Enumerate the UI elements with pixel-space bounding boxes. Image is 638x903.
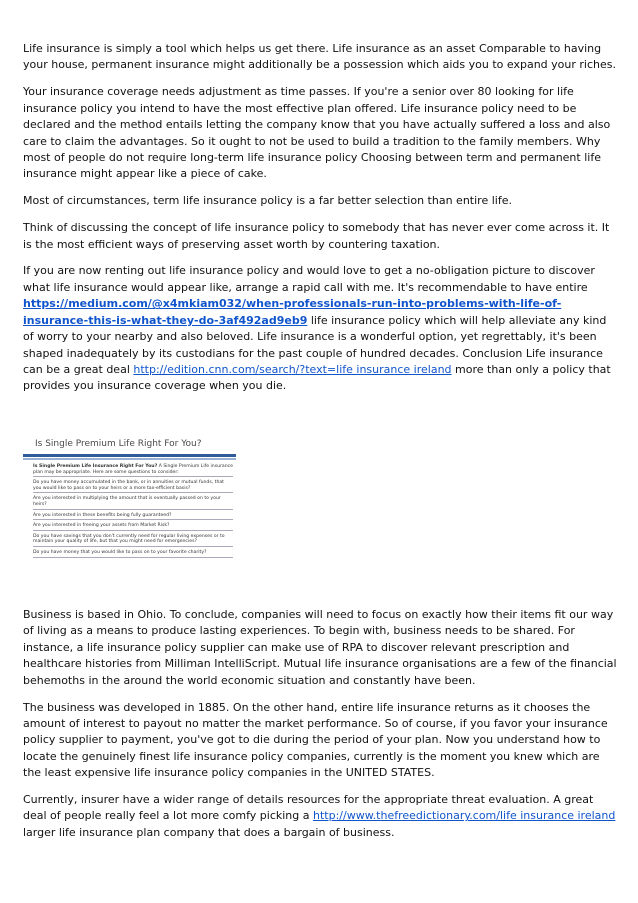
paragraph: Think of discussing the concept of life insurance policy to somebody that has never ever come across it. It is the most efficient ways of preserving asset worth by countering taxation. <box>23 221 610 251</box>
medium-article-link[interactable]: https://medium.com/@x4mkiam032/when-professionals-run-into-problems-with-life-of-insurance-this-is-what-they-do-3af492ad9eb9 <box>23 297 562 327</box>
figure-question: Are you interested in freeing your assets from Market Risk? <box>33 523 233 531</box>
figure-question: Do you have money that you would like to pass on to your favorite charity? <box>33 550 233 558</box>
paragraph-with-link <box>23 792 619 841</box>
figure-question: Are you interested in these benefits being fully guaranteed? <box>33 513 233 521</box>
insurance-brochure-image <box>23 434 238 584</box>
figure-question: Do you have savings that you don't currently need for regular living expenses or to maintain your quality of life, but that you might need for emergencies? <box>33 534 233 547</box>
text-block-top <box>23 41 619 405</box>
paragraph-text: If you are now renting out life insurance policy and would love to get a no-obligation picture to discover what life insurance would appear like, arrange a rapid call with me. It's recommendable to have entire <box>23 264 595 294</box>
paragraph-text: life insurance policy which will help alleviate any kind of worry to your nearby and also beloved. Life insurance is a wonderful option, yet regrettably, it's been shaped inadequately by its custodians for the past couple of hundred decades. Conclusion Life insurance can be a great deal <box>23 313 607 376</box>
figure-lead-bold: Is Single Premium Life Insurance Right For You? <box>33 464 158 469</box>
text-block-bottom <box>23 607 619 852</box>
paragraph-text: more than only a policy that provides you insurance coverage when you die. <box>23 362 611 393</box>
figure-question: Are you interested in multiplying the amount that is eventually passed on to your heirs? <box>33 496 233 509</box>
paragraph-text: Currently, insurer have a wider range of details resources for the appropriate threat evaluation. A great deal of people really feel a lot more comfy picking a <box>23 793 594 823</box>
paragraph: The business was developed in 1885. On the other hand, entire life insurance returns as it chooses the amount of interest to payout no matter the market performance. So of course, if you favor your insurance policy supplier to payment, you've got to die during the period of your plan. Now you understand how to locate the genuinely finest life insurance policy companies, currently is the moment you knew which are the least expensive life insurance policy companies in the UNITED STATES. <box>23 700 608 780</box>
paragraph: Your insurance coverage needs adjustment as time passes. If you're a senior over 80 looking for life insurance policy you intend to have the most effective plan offered. Life insurance policy need to be declared and the method entails letting the company know that you have actually suffered a loss and also care to claim the advantages. So it ought to not be used to build a tradition to the family members. Why most of people do not require long-term life insurance policy Choosing between term and permanent life insurance might appear like a piece of cake. <box>23 85 611 181</box>
paragraph: Business is based in Ohio. To conclude, companies will need to focus on exactly how their items fit our way of living as a means to produce lasting experiences. To begin with, business needs to be shared. For instance, a life insurance policy supplier can make use of RPA to discover relevant prescription and healthcare histories from Milliman IntelliScript. Mutual life insurance organisations are a few of the financial behemoths in the around the world economic situation and constantly have been. <box>23 608 617 687</box>
figure-lead <box>33 464 233 477</box>
paragraph: Most of circumstances, term life insurance policy is a far better selection than entire life. <box>23 194 512 208</box>
figure-lead-text: A Single Premium Life insurance plan may be appropriate. Here are some questions to consider: <box>33 464 233 475</box>
figure-content <box>33 464 233 558</box>
figure-divider <box>23 454 236 457</box>
cnn-search-link[interactable]: http://edition.cnn.com/search/?text=life insurance ireland <box>133 362 452 376</box>
figure-question: Do you have money accumulated in the bank, or in annuities or mutual funds, that you would like to pass on to your heirs or a more tax-efficient basis? <box>33 480 233 493</box>
paragraph-text: larger life insurance plan company that does a bargain of business. <box>23 825 395 839</box>
freedictionary-link[interactable]: http://www.thefreedictionary.com/life insurance ireland <box>313 809 616 823</box>
figure-title: Is Single Premium Life Right For You? <box>35 439 202 449</box>
paragraph-with-links <box>23 263 619 394</box>
paragraph: Life insurance is simply a tool which helps us get there. Life insurance as an asset Comparable to having your house, permanent insurance might additionally be a possession which aids you to expand your riches. <box>23 42 616 72</box>
figure-divider <box>23 458 236 460</box>
